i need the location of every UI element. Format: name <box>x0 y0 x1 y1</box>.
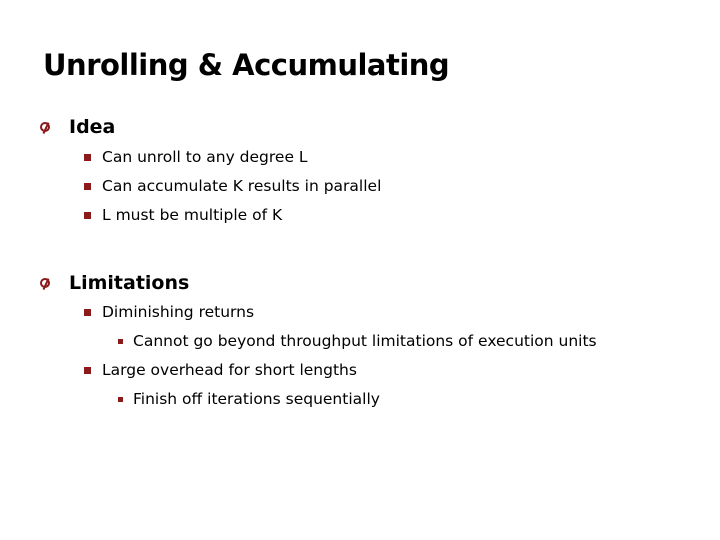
square-bullet-icon <box>84 183 91 190</box>
bullet-idea <box>40 116 115 138</box>
item-text: Diminishing returns <box>102 303 255 321</box>
list-item <box>84 361 357 379</box>
item-text: Large overhead for short lengths <box>102 361 357 379</box>
list-item <box>84 148 308 166</box>
list-item <box>84 303 254 321</box>
square-bullet-icon <box>84 309 91 316</box>
sub-item-text: Finish off iterations sequentially <box>133 390 380 408</box>
sub-item-text: Cannot go beyond throughput limitations of execution units <box>133 332 597 350</box>
item-text: Can unroll to any degree L <box>102 148 308 166</box>
sub-list-item <box>118 390 380 408</box>
square-bullet-icon <box>84 154 91 161</box>
square-bullet-icon <box>118 397 123 402</box>
heading-limitations: Limitations <box>69 272 190 294</box>
circle-bullet-icon <box>40 122 50 132</box>
bullet-limitations <box>40 272 189 294</box>
square-bullet-icon <box>118 339 123 344</box>
item-text: Can accumulate K results in parallel <box>102 177 382 195</box>
square-bullet-icon <box>84 212 91 219</box>
square-bullet-icon <box>84 367 91 374</box>
list-item <box>84 177 381 195</box>
sub-list-item <box>118 332 597 350</box>
slide-title: Unrolling & Accumulating <box>43 48 450 82</box>
circle-bullet-icon <box>40 278 50 288</box>
heading-idea: Idea <box>69 116 116 138</box>
item-text: L must be multiple of K <box>102 206 283 224</box>
list-item <box>84 206 282 224</box>
